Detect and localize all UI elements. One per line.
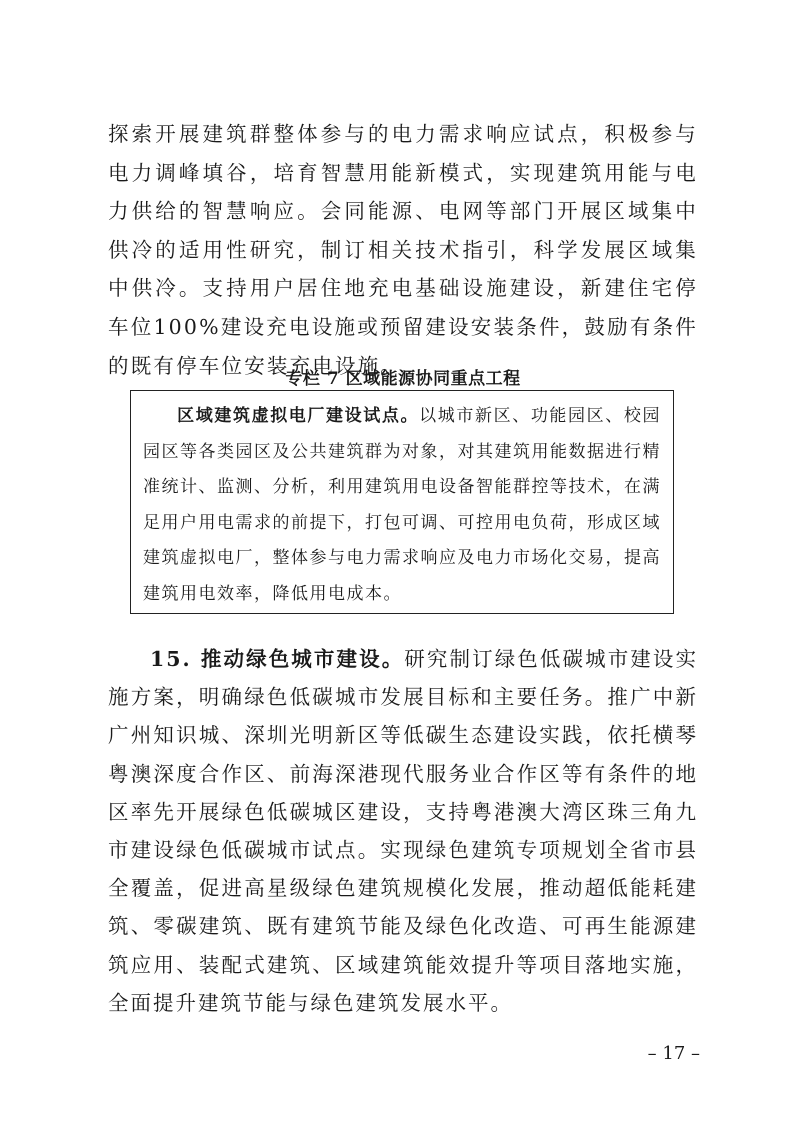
paragraph-top-text: 探索开展建筑群整体参与的电力需求响应试点，积极参与电力调峰填谷，培育智慧用能新模式，实现建筑用能与电力供给的智慧响应。会同能源、电网等部门开展区域集中供冷的适用性研究，制订相关技术指引，科学发展区域集中供冷。支持用户居住地充电基础设施建设，新建住宅停车位100%建设充电设施或预留建设安装条件，鼓励有条件的既有停车位安装充电设施。	[108, 122, 698, 378]
section-15-heading: 15. 推动绿色城市建设。	[150, 647, 405, 671]
section-15-paragraph	[108, 640, 698, 1022]
section-15-body: 研究制订绿色低碳城市建设实施方案，明确绿色低碳城市发展目标和主要任务。推广中新广州知识城、深圳光明新区等低碳生态建设实践，依托横琴粤澳深度合作区、前海深港现代服务业合作区等有条件的地区率先开展绿色低碳城区建设，支持粤港澳大湾区珠三角九市建设绿色低碳城市试点。实现绿色建筑专项规划全省市县全覆盖，促进高星级绿色建筑规模化发展，推动超低能耗建筑、零碳建筑、既有建筑节能及绿色化改造、可再生能源建筑应用、装配式建筑、区域建筑能效提升等项目落地实施，全面提升建筑节能与绿色建筑发展水平。	[108, 647, 698, 1015]
paragraph-top	[108, 115, 698, 385]
box-body: 以城市新区、功能园区、校园园区等各类园区及公共建筑群为对象，对其建筑用能数据进行精准统计、监测、分析，利用建筑用电设备智能群控等技术，在满足用户用电需求的前提下，打包可调、可控用电负荷，形成区域建筑虚拟电厂，整体参与电力需求响应及电力市场化交易，提高建筑用电效率，降低用电成本。	[143, 406, 662, 604]
box-content	[143, 399, 661, 613]
box-lead: 区域建筑虚拟电厂建设试点。	[177, 406, 420, 426]
page-number: – 17 –	[647, 1043, 700, 1064]
box-title: 专栏 7 区域能源协同重点工程	[285, 369, 521, 389]
feature-box	[130, 390, 674, 614]
